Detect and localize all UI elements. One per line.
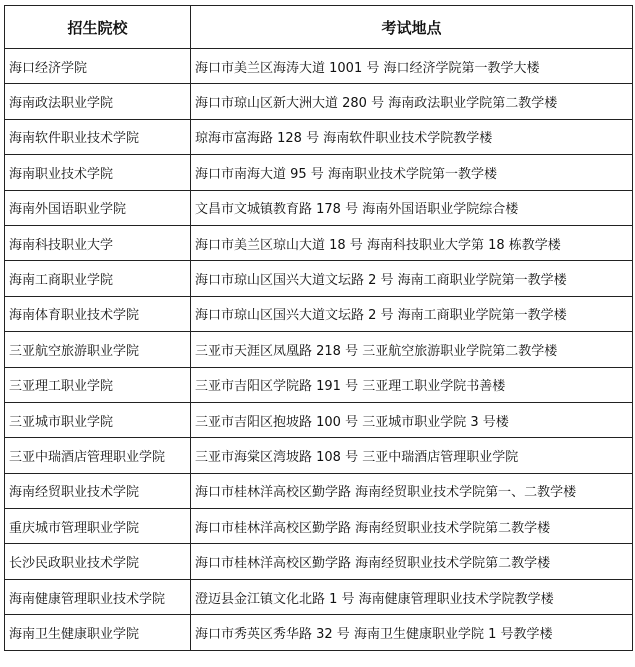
school-cell: 海南职业技术学院 (5, 155, 191, 190)
table-row (5, 332, 633, 367)
table-row (5, 615, 633, 650)
exam-location-cell: 澄迈县金江镇文化北路 1 号 海南健康管理职业技术学院教学楼 (191, 579, 633, 614)
exam-location-cell: 海口市秀英区秀华路 32 号 海南卫生健康职业学院 1 号教学楼 (191, 615, 633, 650)
exam-location-cell: 三亚市吉阳区抱坡路 100 号 三亚城市职业学院 3 号楼 (191, 402, 633, 437)
table-header-row (5, 6, 633, 49)
school-cell: 海南卫生健康职业学院 (5, 615, 191, 650)
school-cell: 重庆城市管理职业学院 (5, 509, 191, 544)
table-row (5, 509, 633, 544)
school-cell: 海南健康管理职业技术学院 (5, 579, 191, 614)
exam-location-cell: 海口市桂林洋高校区勤学路 海南经贸职业技术学院第二教学楼 (191, 509, 633, 544)
school-cell: 三亚中瑞酒店管理职业学院 (5, 438, 191, 473)
table-row (5, 473, 633, 508)
header-exam-location: 考试地点 (191, 6, 633, 49)
table-row (5, 155, 633, 190)
exam-location-cell: 三亚市吉阳区学院路 191 号 三亚理工职业学院书善楼 (191, 367, 633, 402)
table-row (5, 296, 633, 331)
school-cell: 海南外国语职业学院 (5, 190, 191, 225)
exam-location-cell: 三亚市海棠区湾坡路 108 号 三亚中瑞酒店管理职业学院 (191, 438, 633, 473)
exam-location-cell: 三亚市天涯区凤凰路 218 号 三亚航空旅游职业学院第二教学楼 (191, 332, 633, 367)
table-row (5, 261, 633, 296)
school-cell: 海口经济学院 (5, 49, 191, 84)
school-cell: 海南政法职业学院 (5, 84, 191, 119)
school-cell: 三亚城市职业学院 (5, 402, 191, 437)
table-row (5, 84, 633, 119)
school-cell: 海南科技职业大学 (5, 225, 191, 260)
exam-location-cell: 海口市美兰区海涛大道 1001 号 海口经济学院第一教学大楼 (191, 49, 633, 84)
exam-location-cell: 文昌市文城镇教育路 178 号 海南外国语职业学院综合楼 (191, 190, 633, 225)
school-cell: 长沙民政职业技术学院 (5, 544, 191, 579)
school-cell: 海南软件职业技术学院 (5, 119, 191, 154)
exam-location-cell: 海口市南海大道 95 号 海南职业技术学院第一教学楼 (191, 155, 633, 190)
exam-location-cell: 海口市美兰区琼山大道 18 号 海南科技职业大学第 18 栋教学楼 (191, 225, 633, 260)
table-row (5, 225, 633, 260)
table-row (5, 49, 633, 84)
school-cell: 三亚航空旅游职业学院 (5, 332, 191, 367)
table-row (5, 544, 633, 579)
exam-location-cell: 海口市桂林洋高校区勤学路 海南经贸职业技术学院第一、二教学楼 (191, 473, 633, 508)
exam-location-cell: 海口市琼山区国兴大道文坛路 2 号 海南工商职业学院第一教学楼 (191, 261, 633, 296)
exam-location-cell: 琼海市富海路 128 号 海南软件职业技术学院教学楼 (191, 119, 633, 154)
table-row (5, 190, 633, 225)
exam-location-table (4, 5, 633, 651)
exam-location-cell: 海口市琼山区国兴大道文坛路 2 号 海南工商职业学院第一教学楼 (191, 296, 633, 331)
school-cell: 海南经贸职业技术学院 (5, 473, 191, 508)
table-row (5, 438, 633, 473)
table-row (5, 119, 633, 154)
table-row (5, 402, 633, 437)
table-row (5, 579, 633, 614)
table-body (5, 49, 633, 651)
school-cell: 三亚理工职业学院 (5, 367, 191, 402)
school-cell: 海南体育职业技术学院 (5, 296, 191, 331)
school-cell: 海南工商职业学院 (5, 261, 191, 296)
header-school: 招生院校 (5, 6, 191, 49)
exam-location-cell: 海口市桂林洋高校区勤学路 海南经贸职业技术学院第二教学楼 (191, 544, 633, 579)
table-row (5, 367, 633, 402)
exam-location-cell: 海口市琼山区新大洲大道 280 号 海南政法职业学院第二教学楼 (191, 84, 633, 119)
